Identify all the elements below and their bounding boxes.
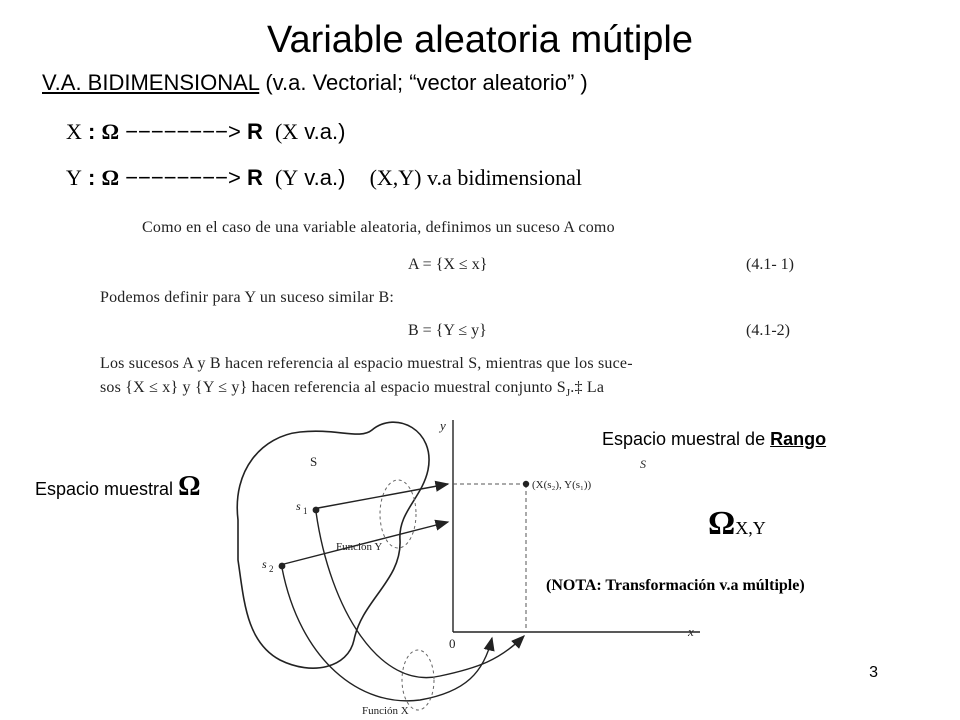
book-line-4-end: .‡ La (570, 379, 605, 396)
arrow-x-s2 (282, 568, 492, 701)
subtitle-rest: (v.a. Vectorial; “vector aleatorio” ) (259, 70, 588, 95)
s1-sub: 1 (303, 506, 308, 516)
omega-symbol: Ω (178, 471, 201, 502)
omega-xy-symbol: Ω (708, 505, 736, 542)
book-line-1: Como en el caso de una variable aleatoria, definimos un suceso A como (142, 219, 615, 236)
book-eq-2: B = {Y ≤ y} (408, 322, 487, 339)
mapping-y-var: Y (66, 165, 82, 190)
mapping-x-paren-rest: v.a.) (298, 119, 346, 144)
nota-label: (NOTA: Transformación v.a múltiple) (546, 577, 805, 594)
axis-x-label: x (688, 624, 694, 639)
mapping-x-dashes: −−−−−−−−> (119, 119, 247, 144)
image-point-label: (X(s₂), Y(s₁)) (532, 479, 592, 491)
omega-xy-sub: X,Y (735, 518, 766, 538)
book-line-3: Los sucesos A y B hacen referencia al espacio muestral S, mientras que los suce- (100, 355, 633, 372)
mapping-x-colon: : (81, 119, 102, 144)
arrow-x-s1 (316, 512, 524, 678)
set-label-s: S (310, 454, 318, 469)
book-line-4-sub: J (565, 387, 571, 400)
joint-space-label: S (640, 457, 646, 471)
s2-label: s (262, 557, 267, 571)
mapping-y-colon: : (81, 165, 102, 190)
mapping-x-paren-var: (X (274, 119, 299, 144)
book-eq-1-number: (4.1- 1) (746, 256, 794, 273)
book-line-4-text: sos {X ≤ x} y {Y ≤ y} hacen referencia al espacio muestral conjunto S (100, 379, 566, 396)
page-title: Variable aleatoria mútiple (267, 19, 693, 61)
espacio-muestral-label (35, 471, 201, 502)
function-y-label: Función Y (336, 541, 383, 553)
espacio-rango-label (602, 428, 826, 450)
s2-sub: 2 (269, 564, 274, 574)
sample-space-blob (237, 422, 429, 668)
image-point (523, 481, 529, 487)
arrow-y-s1 (318, 484, 448, 508)
s1-label: s (296, 499, 301, 513)
espacio-muestral-text: Espacio muestral (35, 479, 174, 499)
mapping-x-var: X (66, 119, 82, 144)
espacio-rango-underlined: Rango (770, 429, 827, 449)
espacio-rango-prefix: Espacio muestral de (602, 429, 771, 449)
mapping-y-omega: Ω (101, 165, 120, 190)
book-eq-2-number: (4.1-2) (746, 322, 790, 339)
origin-label: 0 (449, 636, 456, 651)
omega-xy (708, 506, 766, 542)
subtitle-underlined: V.A. BIDIMENSIONAL (42, 70, 260, 95)
bidimensional-label: (X,Y) v.a bidimensional (369, 165, 582, 190)
book-eq-1: A = {X ≤ x} (408, 256, 488, 273)
mapping-x-omega: Ω (101, 119, 120, 144)
book-line-2: Podemos definir para Y un suceso similar B: (100, 289, 395, 306)
page-number: 3 (869, 664, 878, 681)
mapping-x-target: R (246, 119, 263, 144)
axis-y-label: y (440, 418, 446, 433)
function-x-label: Función X (362, 705, 409, 717)
mapping-y-target: R (246, 165, 263, 190)
mapping-y-paren-var: (Y (274, 165, 299, 190)
mapping-y-dashes: −−−−−−−−> (119, 165, 247, 190)
mapping-y-paren-rest: v.a.) (298, 165, 346, 190)
